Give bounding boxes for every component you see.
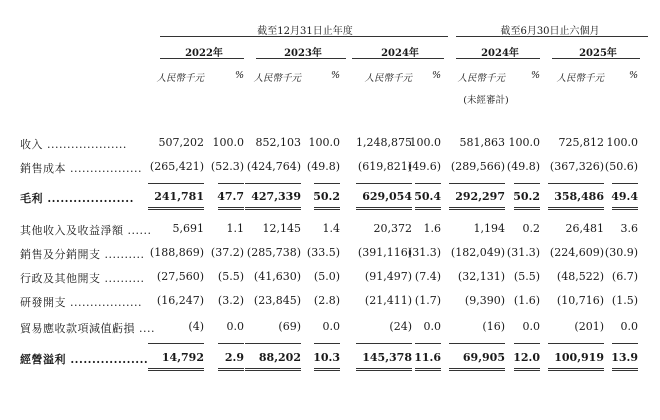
period-title-december: 截至12月31日止年度 (257, 26, 353, 37)
subtotal-rule (148, 183, 204, 184)
amount-cell: (10,716) (556, 294, 604, 307)
amount-cell: (201) (574, 320, 604, 333)
unit-label: 人民幣千元 (156, 73, 204, 84)
pct-cell: 100.0 (212, 136, 244, 149)
amount-cell: 5,691 (172, 222, 204, 235)
amount-cell: (424,764) (246, 160, 301, 173)
pct-cell: 0.2 (522, 222, 540, 235)
gross-profit-double-rule (612, 207, 638, 210)
row-label: 銷售成本 .................. (20, 162, 142, 175)
amount-cell: (188,869) (149, 246, 204, 259)
pct-cell: (30.9) (604, 246, 638, 259)
subtotal-rule (612, 183, 638, 184)
operating-profit-double-rule (612, 368, 638, 371)
pct-cell: (33.5) (306, 246, 340, 259)
gross-profit-double-rule (415, 207, 441, 210)
amount-cell: (285,738) (246, 246, 301, 259)
subtotal-rule (449, 343, 505, 344)
amount-cell: 629,054 (362, 190, 412, 203)
pct-cell: (49.6) (407, 160, 441, 173)
subtotal-rule (548, 343, 604, 344)
pct-cell: (7.4) (414, 270, 441, 283)
row-label: 貿易應收款項減值虧損 .... (20, 322, 155, 335)
pct-cell: 1.6 (423, 222, 441, 235)
amount-cell: (367,326) (549, 160, 604, 173)
operating-profit-double-rule (148, 368, 204, 371)
row-label: 經營溢利 .................. (20, 353, 149, 366)
operating-profit-double-rule (415, 368, 441, 371)
subtotal-rule (314, 183, 340, 184)
amount-cell: 20,372 (373, 222, 412, 235)
amount-cell: 100,919 (554, 351, 604, 364)
pct-label: % (530, 70, 540, 81)
pct-cell: 49.4 (611, 190, 638, 203)
pct-cell: 50.2 (513, 190, 540, 203)
pct-label: % (431, 70, 441, 81)
pct-cell: 100.0 (409, 136, 441, 149)
year-header: 2024年 (481, 48, 519, 59)
amount-cell: 145,378 (362, 351, 412, 364)
amount-cell: 88,202 (258, 351, 301, 364)
year-header: 2024年 (381, 48, 419, 59)
pct-cell: (6.7) (611, 270, 638, 283)
amount-cell: (619,821) (357, 160, 412, 173)
pct-cell: (1.7) (414, 294, 441, 307)
amount-cell: 12,145 (262, 222, 301, 235)
pct-cell: 3.6 (620, 222, 638, 235)
unit-label: 人民幣千元 (253, 73, 301, 84)
period-underline-december (160, 36, 448, 37)
amount-cell: (27,560) (156, 270, 204, 283)
pct-cell: 1.4 (322, 222, 340, 235)
pct-cell: 100.0 (308, 136, 340, 149)
pct-cell: 50.4 (414, 190, 441, 203)
gross-profit-double-rule (245, 207, 301, 210)
subtotal-rule (314, 343, 340, 344)
pct-cell: 100.0 (606, 136, 638, 149)
amount-cell: 581,863 (459, 136, 505, 149)
period-title-june: 截至6月30日止六個月 (500, 26, 600, 37)
amount-cell: (91,497) (364, 270, 412, 283)
amount-cell: (24) (389, 320, 412, 333)
amount-cell: 26,481 (565, 222, 604, 235)
subtotal-rule (612, 343, 638, 344)
year-underline (160, 58, 244, 59)
pct-cell: (5.5) (513, 270, 540, 283)
amount-cell: 14,792 (161, 351, 204, 364)
gross-profit-double-rule (548, 207, 604, 210)
subtotal-rule (415, 183, 441, 184)
row-label: 其他收入及收益淨額 ...... (20, 224, 152, 237)
pct-label: % (234, 70, 244, 81)
pct-cell: (1.6) (513, 294, 540, 307)
amount-cell: 69,905 (462, 351, 505, 364)
amount-cell: 358,486 (554, 190, 604, 203)
year-underline (256, 58, 346, 59)
period-underline-june (456, 36, 648, 37)
pct-cell: 13.9 (611, 351, 638, 364)
amount-cell: (9,390) (464, 294, 505, 307)
pct-cell: (49.8) (506, 160, 540, 173)
row-label: 銷售及分銷開支 .......... (20, 248, 145, 261)
operating-profit-double-rule (449, 368, 505, 371)
subtotal-rule (218, 343, 244, 344)
amount-cell: 427,339 (251, 190, 301, 203)
year-underline (456, 58, 540, 59)
pct-cell: 0.0 (226, 320, 244, 333)
gross-profit-double-rule (356, 207, 412, 210)
subtotal-rule (514, 183, 540, 184)
pct-cell: 50.2 (313, 190, 340, 203)
pct-cell: (31.3) (407, 246, 441, 259)
pct-cell: 11.6 (414, 351, 441, 364)
amount-cell: 292,297 (455, 190, 505, 203)
pct-label: % (330, 70, 340, 81)
year-underline (552, 58, 640, 59)
pct-cell: 0.0 (322, 320, 340, 333)
pct-cell: (50.6) (604, 160, 638, 173)
pct-cell: (37.2) (210, 246, 244, 259)
amount-cell: (32,131) (457, 270, 505, 283)
unit-label: 人民幣千元 (556, 73, 604, 84)
amount-cell: 241,781 (154, 190, 204, 203)
year-header: 2025年 (579, 48, 617, 59)
pct-cell: (52.3) (210, 160, 244, 173)
pct-cell: (31.3) (506, 246, 540, 259)
pct-label: % (628, 70, 638, 81)
year-header: 2023年 (284, 48, 322, 59)
subtotal-rule (245, 343, 301, 344)
subtotal-rule (218, 183, 244, 184)
amount-cell: (224,609) (549, 246, 604, 259)
subtotal-rule (415, 343, 441, 344)
pct-cell: (3.2) (217, 294, 244, 307)
amount-cell: 852,103 (255, 136, 301, 149)
amount-cell: (391,116) (357, 246, 412, 259)
pct-cell: (2.8) (313, 294, 340, 307)
pct-cell: 1.1 (226, 222, 244, 235)
pct-cell: 0.0 (423, 320, 441, 333)
amount-cell: (69) (278, 320, 301, 333)
year-underline (352, 58, 444, 59)
row-label: 研發開支 .................. (20, 296, 142, 309)
subtotal-rule (514, 343, 540, 344)
pct-cell: 100.0 (508, 136, 540, 149)
operating-profit-double-rule (245, 368, 301, 371)
pct-cell: (5.5) (217, 270, 244, 283)
pct-cell: 47.7 (217, 190, 244, 203)
amount-cell: (16) (482, 320, 505, 333)
unit-label: 人民幣千元 (457, 73, 505, 84)
subtotal-rule (548, 183, 604, 184)
operating-profit-double-rule (314, 368, 340, 371)
operating-profit-double-rule (514, 368, 540, 371)
amount-cell: (21,411) (364, 294, 412, 307)
pct-cell: 2.9 (224, 351, 244, 364)
amount-cell: (182,049) (450, 246, 505, 259)
gross-profit-double-rule (148, 207, 204, 210)
pct-cell: 0.0 (522, 320, 540, 333)
amount-cell: (4) (188, 320, 204, 333)
pct-cell: 0.0 (620, 320, 638, 333)
pct-cell: 10.3 (313, 351, 340, 364)
row-label: 行政及其他開支 .......... (20, 272, 145, 285)
year-header: 2022年 (185, 48, 223, 59)
row-label: 毛利 .................... (20, 192, 134, 205)
amount-cell: 1,194 (473, 222, 505, 235)
pct-cell: (1.5) (611, 294, 638, 307)
subtotal-rule (356, 343, 412, 344)
amount-cell: (23,845) (253, 294, 301, 307)
unaudited-note: (未經審計) (463, 95, 509, 106)
subtotal-rule (245, 183, 301, 184)
subtotal-rule (449, 183, 505, 184)
amount-cell: (48,522) (556, 270, 604, 283)
gross-profit-double-rule (314, 207, 340, 210)
pct-cell: 12.0 (513, 351, 540, 364)
amount-cell: (16,247) (156, 294, 204, 307)
operating-profit-double-rule (356, 368, 412, 371)
subtotal-rule (148, 343, 204, 344)
gross-profit-double-rule (218, 207, 244, 210)
gross-profit-double-rule (514, 207, 540, 210)
amount-cell: 725,812 (558, 136, 604, 149)
amount-cell: 1,248,875 (356, 136, 412, 149)
amount-cell: (265,421) (149, 160, 204, 173)
unit-label: 人民幣千元 (364, 73, 412, 84)
amount-cell: (41,630) (253, 270, 301, 283)
subtotal-rule (356, 183, 412, 184)
operating-profit-double-rule (218, 368, 244, 371)
row-label: 收入 .................... (20, 138, 127, 151)
pct-cell: (49.8) (306, 160, 340, 173)
gross-profit-double-rule (449, 207, 505, 210)
operating-profit-double-rule (548, 368, 604, 371)
amount-cell: (289,566) (450, 160, 505, 173)
amount-cell: 507,202 (158, 136, 204, 149)
pct-cell: (5.0) (313, 270, 340, 283)
